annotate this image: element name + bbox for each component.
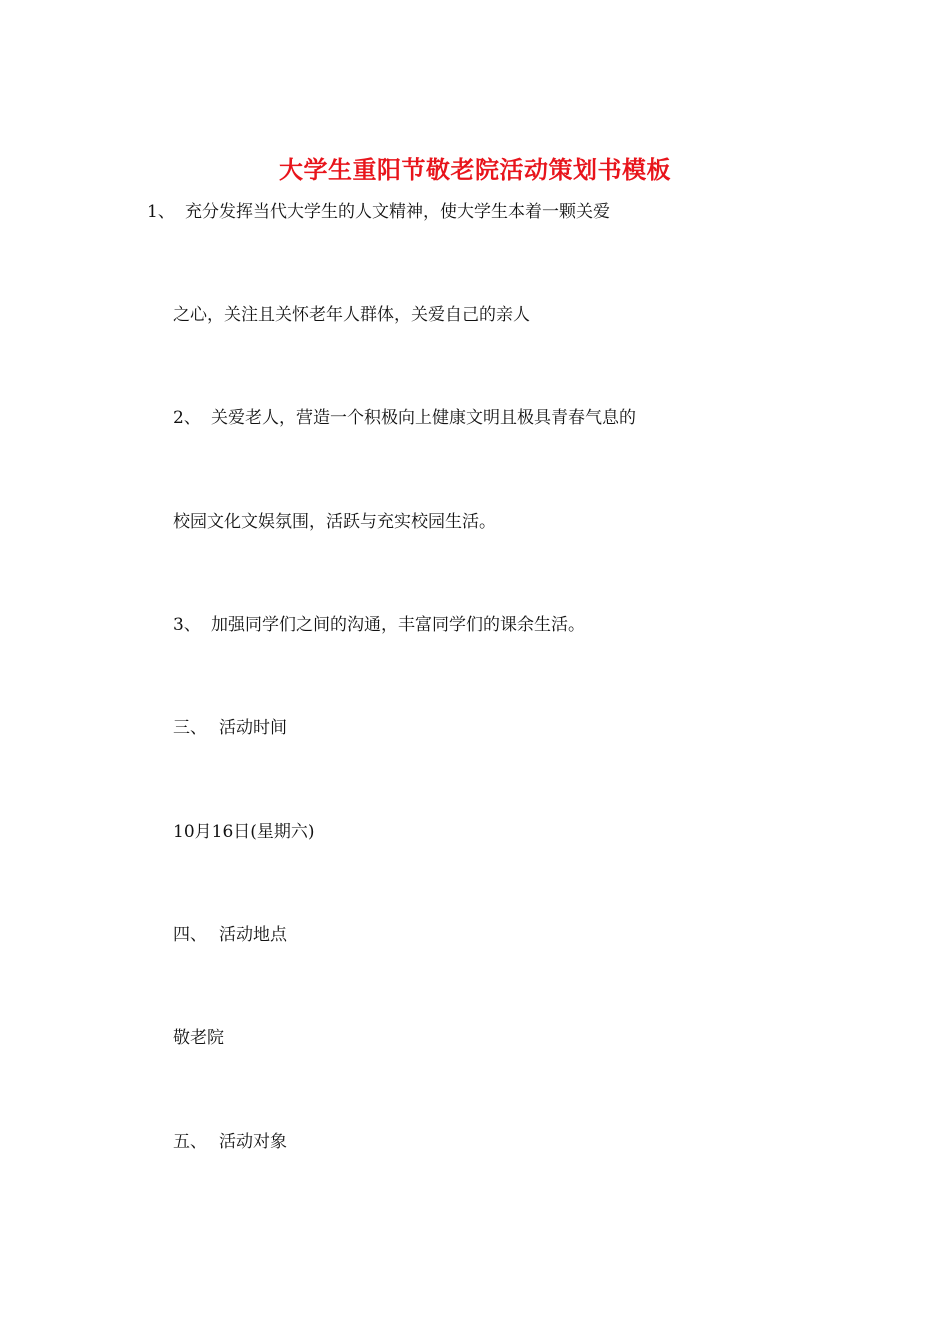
section-marker: 五、: [173, 1132, 207, 1152]
line-text: 10月16日(星期六): [173, 822, 315, 842]
paragraph-line: [147, 200, 610, 224]
paragraph-line: [173, 303, 530, 327]
line-text: 活动对象: [219, 1132, 287, 1152]
line-text: 活动地点: [219, 925, 287, 945]
section-marker: 三、: [173, 718, 207, 738]
paragraph-line: [173, 406, 636, 430]
list-marker: 3、: [173, 615, 201, 635]
line-text: 充分发挥当代大学生的人文精神，使大学生本着一颗关爱: [185, 202, 610, 222]
document-title: 大学生重阳节敬老院活动策划书模板: [279, 155, 671, 184]
list-marker: 2、: [173, 408, 201, 428]
line-text: 敬老院: [173, 1028, 224, 1048]
section-heading: [173, 1130, 287, 1154]
line-text: 校园文化文娱氛围，活跃与充实校园生活。: [173, 512, 496, 532]
paragraph-line: [173, 613, 585, 637]
paragraph-line: [173, 1026, 224, 1050]
line-text: 之心，关注且关怀老年人群体，关爱自己的亲人: [173, 305, 530, 325]
paragraph-line: [173, 510, 496, 534]
line-text: 关爱老人，营造一个积极向上健康文明且极具青春气息的: [211, 408, 636, 428]
section-heading: [173, 716, 287, 740]
line-text: 加强同学们之间的沟通，丰富同学们的课余生活。: [211, 615, 585, 635]
section-heading: [173, 923, 287, 947]
paragraph-line: [173, 820, 315, 844]
list-marker: 1、: [147, 202, 175, 222]
line-text: 活动时间: [219, 718, 287, 738]
section-marker: 四、: [173, 925, 207, 945]
